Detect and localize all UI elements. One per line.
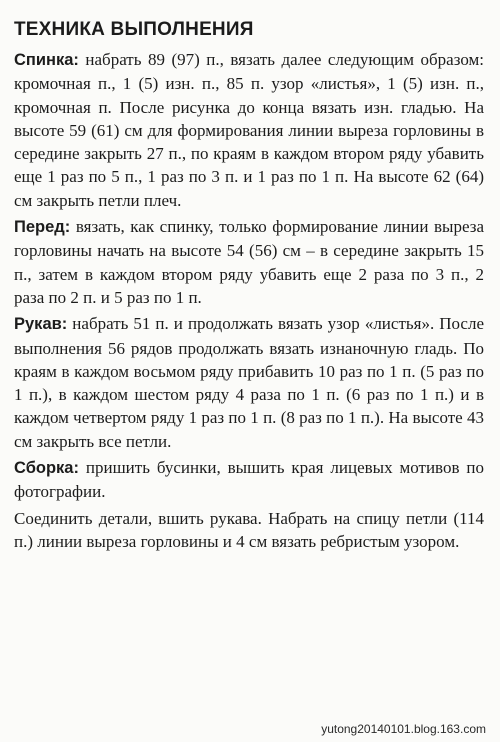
section-front xyxy=(14,215,484,309)
closing-paragraph: Соединить детали, вшить рукава. Набрать на спицу петли (114 п.) линии выреза горловины и 4 см вязать ребристым узором. xyxy=(14,508,484,551)
section-label: Спинка: xyxy=(14,51,79,69)
section-text: набрать 89 (97) п., вязать далее следующим образом: кромочная п., 1 (5) изн. п., 85 п. узор «листья», 1 (5) изн. п., кромочная п. После рисунка до конца вязать изн. гладью. На высоте 59 (61) см для формирования линии выреза горловины в середине закрыть 27 п., по краям в каждом втором ряду убавить еще 1 раз по 5 п., 1 раз по 3 п. и 1 раз по 1 п. На высоте 62 (64) см закрыть петли плеч. xyxy=(14,50,484,210)
section-text: набрать 51 п. и продолжать вязать узор «листья». После выполнения 56 рядов продолжать вязать изнаночную гладь. По краям в каждом восьмом ряду прибавить 10 раз по 1 п. (5 раз по 1 п.), в каждом шестом ряду 4 раза по 1 п. (6 раз по 1 п.) и в каждом четвертом ряду 1 раз по 1 п. (8 раз по 1 п.). На высоте 43 см закрыть все петли. xyxy=(14,314,484,451)
section-sleeve xyxy=(14,312,484,453)
watermark-url: yutong20140101.blog.163.com xyxy=(321,722,486,736)
document-title: ТЕХНИКА ВЫПОЛНЕНИЯ xyxy=(14,19,254,40)
section-assembly xyxy=(14,456,484,504)
section-text: пришить бусинки, вышить края лицевых мотивов по фотографии. xyxy=(14,458,484,502)
section-text: вязать, как спинку, только формирование линии выреза горловины начать на высоте 54 (56) см – в середине закрыть 15 п., затем в каждом втором ряду убавить еще 2 раза по 3 п., 2 раза по 2 п. и 5 раз по 1 п. xyxy=(14,217,484,307)
section-label: Перед: xyxy=(14,218,71,237)
section-label: Рукав: xyxy=(14,315,68,334)
section-label: Сборка: xyxy=(14,459,79,478)
section-back xyxy=(14,48,484,212)
